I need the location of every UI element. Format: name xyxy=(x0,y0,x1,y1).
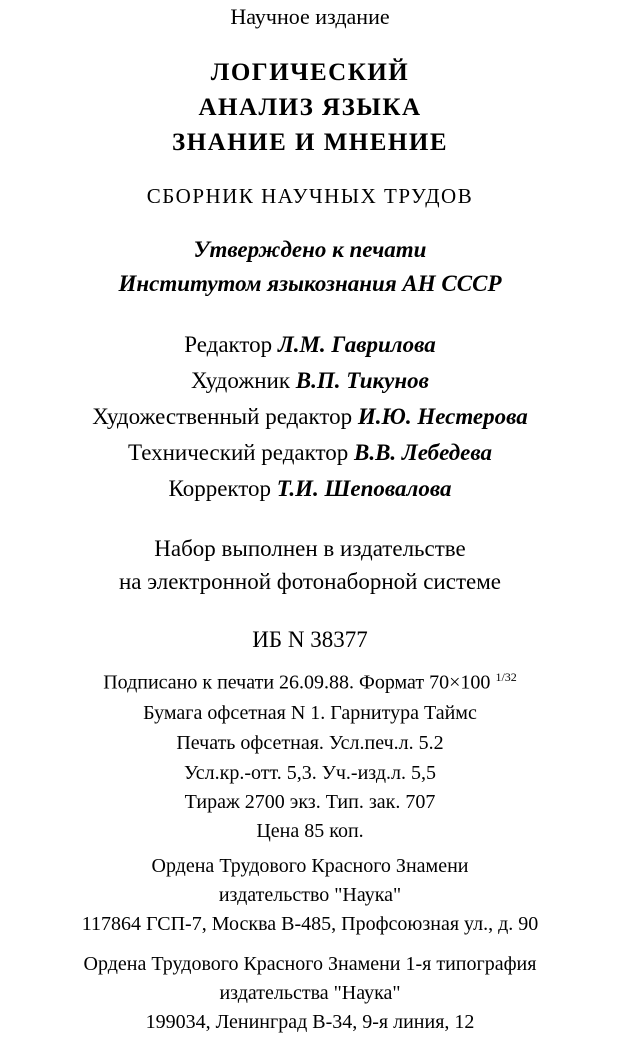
print-printing: Печать офсетная. Усл.печ.л. 5.2 xyxy=(176,732,444,754)
printer-line-2: издательства "Наука" xyxy=(219,982,401,1004)
printer-address: 199034, Ленинград В-34, 9-я линия, 12 xyxy=(145,1011,475,1033)
approval-line-1: Утверждено к печати xyxy=(193,237,427,262)
print-signed-text: Подписано к печати 26.09.88. Формат 70×100 xyxy=(103,671,496,694)
publisher-line-1: Ордена Трудового Красного Знамени xyxy=(151,855,469,877)
print-sheets: Усл.кр.-отт. 5,3. Уч.-изд.л. 5,5 xyxy=(184,762,436,784)
credit-art-editor xyxy=(0,405,620,428)
print-signed xyxy=(0,671,620,693)
credit-name: Л.М. Гаврилова xyxy=(277,332,436,357)
print-price: Цена 85 коп. xyxy=(256,820,364,842)
subtitle: СБОРНИК НАУЧНЫХ ТРУДОВ xyxy=(146,184,474,208)
credit-role: Художественный редактор xyxy=(92,404,353,429)
approval-line-2: Институтом языкознания АН СССР xyxy=(118,271,502,296)
credit-artist xyxy=(0,369,620,392)
title-line-3: ЗНАНИЕ И МНЕНИЕ xyxy=(172,129,448,156)
typesetting-line-1: Набор выполнен в издательстве xyxy=(154,536,466,561)
credit-role: Корректор xyxy=(168,476,272,501)
title-line-2: АНАЛИЗ ЯЗЫКА xyxy=(198,94,422,121)
credit-editor xyxy=(0,333,620,356)
credit-name: В.В. Лебедева xyxy=(354,440,492,465)
credit-name: И.Ю. Нестерова xyxy=(357,404,528,429)
publisher-line-2: издательство "Наука" xyxy=(218,884,402,906)
credit-proofreader xyxy=(0,477,620,500)
credit-role: Технический редактор xyxy=(128,440,349,465)
credit-name: В.П. Тикунов xyxy=(295,368,429,393)
format-fraction: 1/32 xyxy=(495,670,517,684)
printer-line-1: Ордена Трудового Красного Знамени 1-я типография xyxy=(83,953,537,975)
credit-role: Художник xyxy=(191,368,290,393)
print-circulation: Тираж 2700 экз. Тип. зак. 707 xyxy=(184,791,436,813)
print-paper: Бумага офсетная N 1. Гарнитура Таймс xyxy=(143,702,477,724)
credit-name: Т.И. Шеповалова xyxy=(276,476,452,501)
publisher-address: 117864 ГСП-7, Москва В-485, Профсоюзная ул., д. 90 xyxy=(81,913,539,935)
typesetting-line-2: на электронной фотонаборной системе xyxy=(119,569,501,594)
credit-tech-editor xyxy=(0,441,620,464)
edition-type: Научное издание xyxy=(230,4,390,29)
title-line-1: ЛОГИЧЕСКИЙ xyxy=(210,59,410,86)
credit-role: Редактор xyxy=(184,332,273,357)
ib-number: ИБ N 38377 xyxy=(252,627,368,652)
